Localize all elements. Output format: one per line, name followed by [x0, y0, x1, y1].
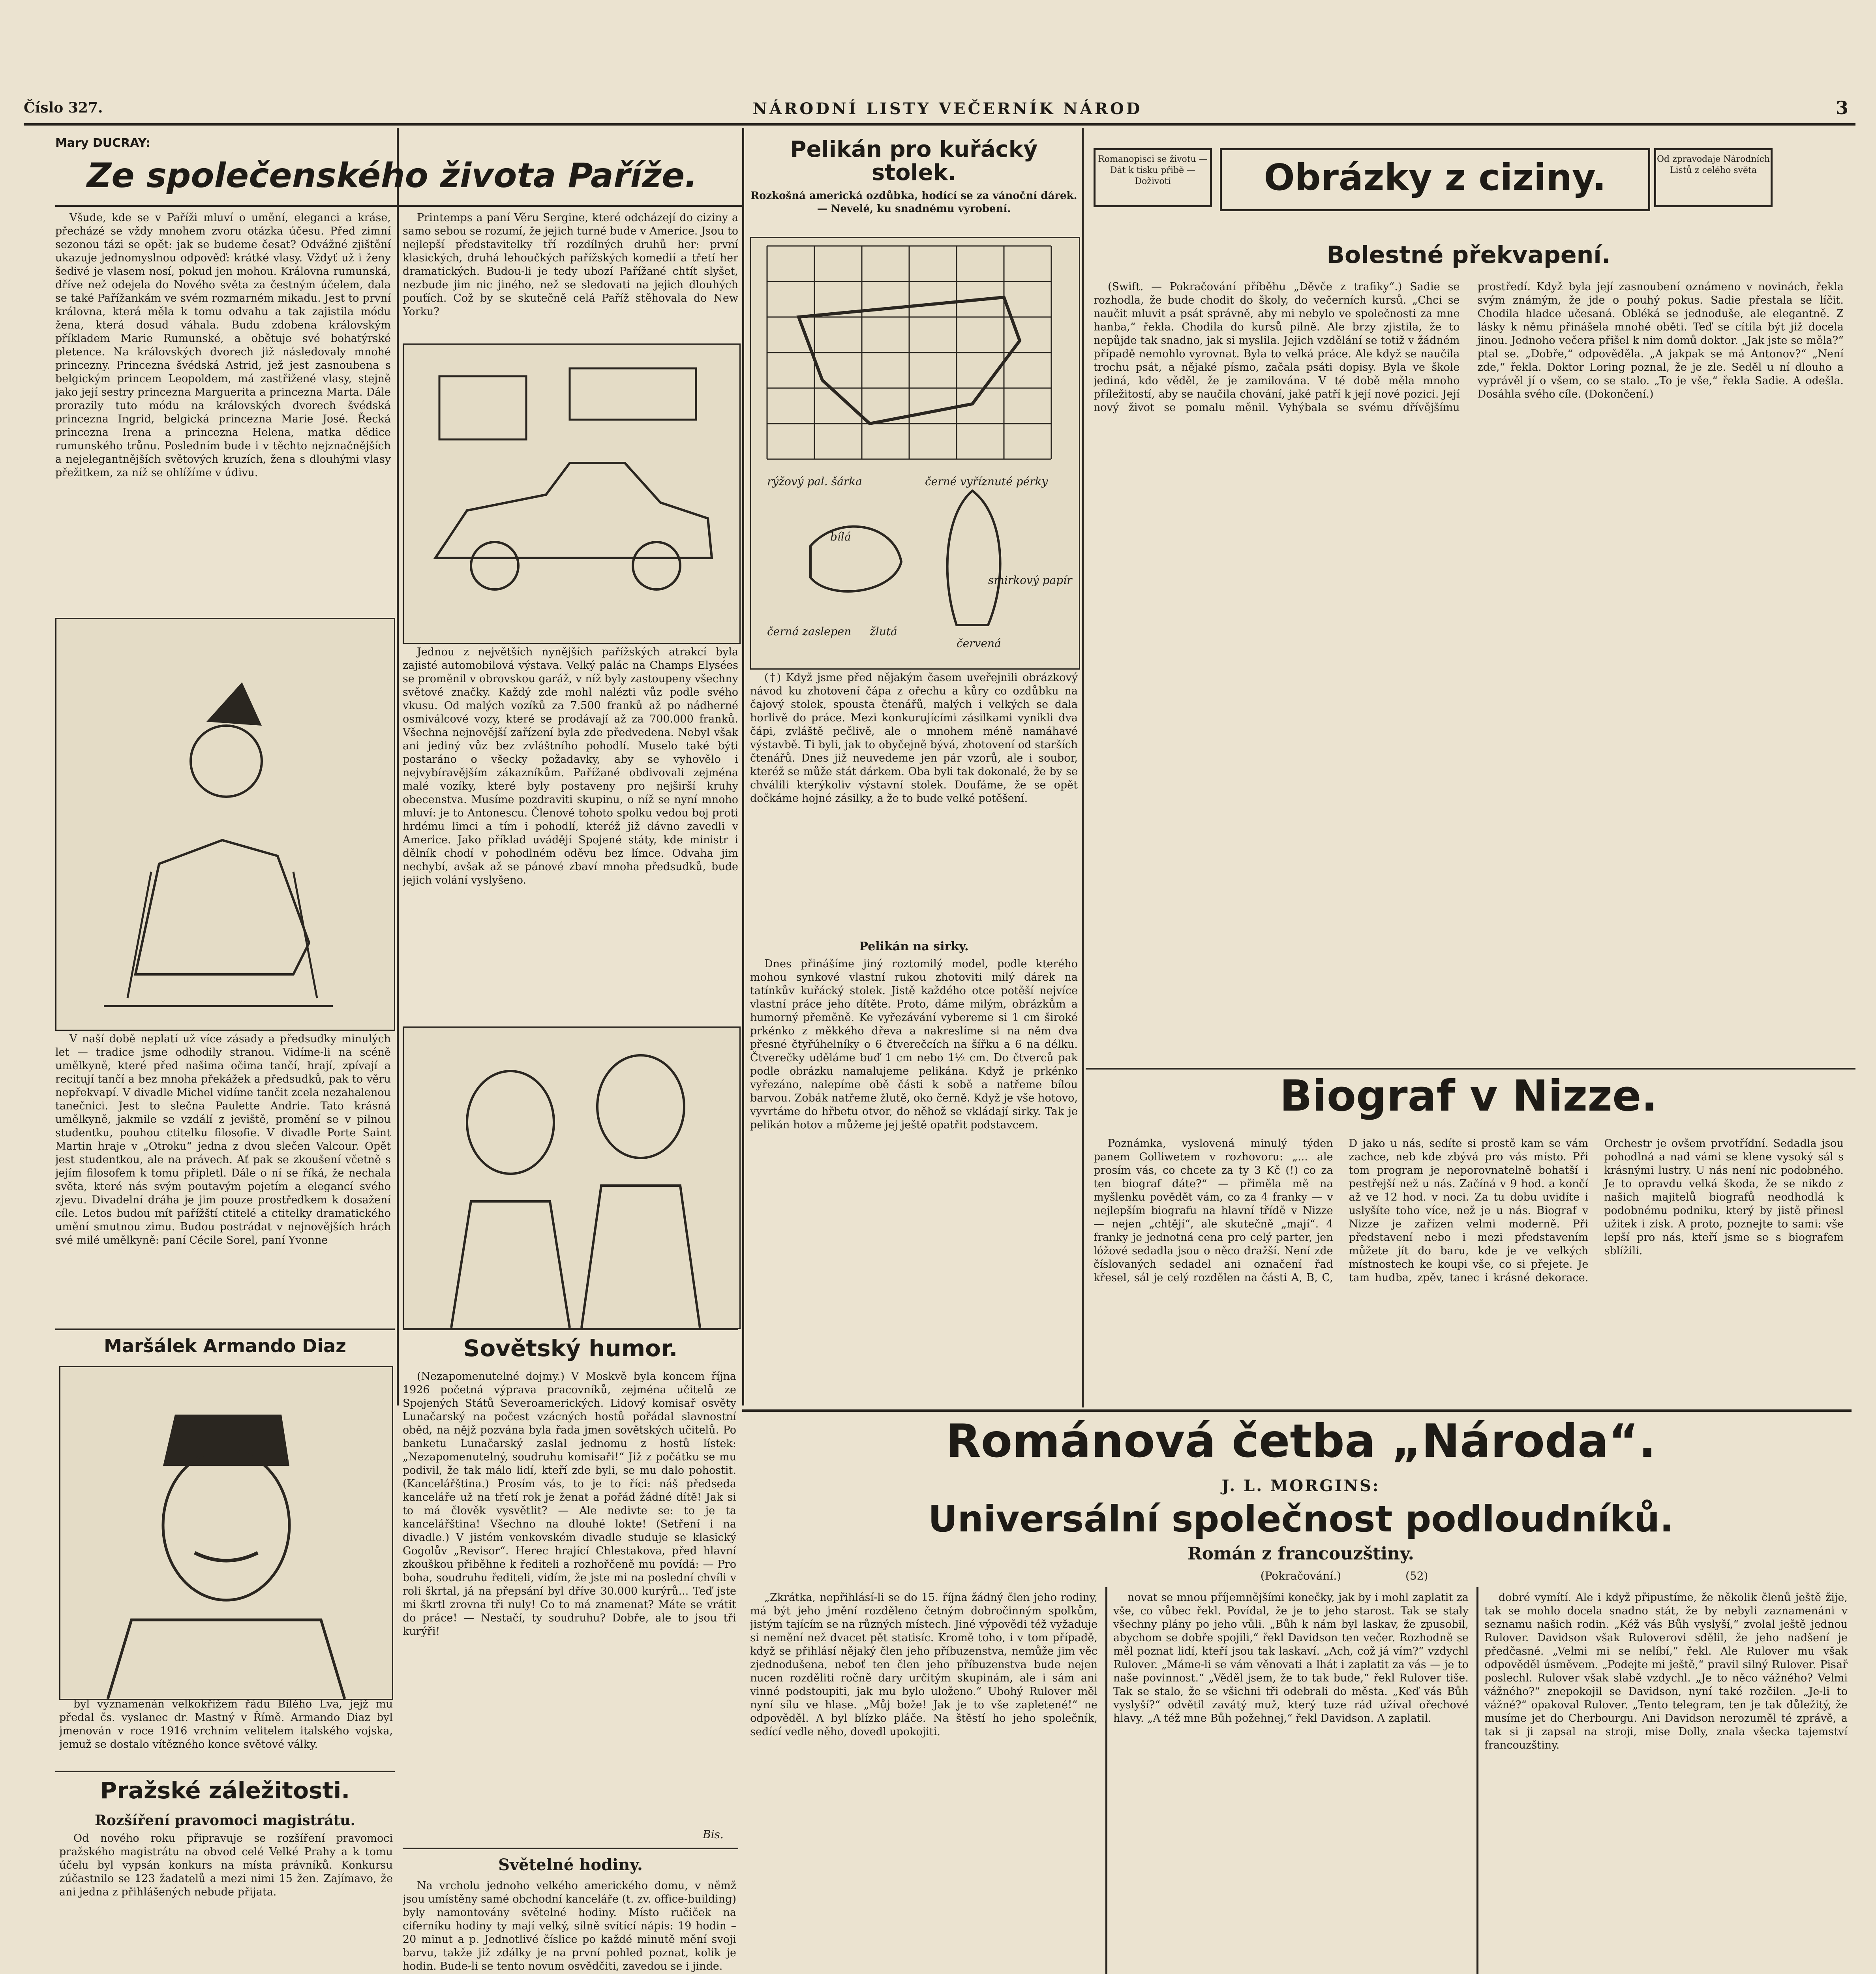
men-illustration: [403, 1026, 741, 1329]
bolestne-text: (Swift. — Pokračování příběhu „Děvče z trafiky“.) Sadie se rozhodla, že bude chodit do školy, do večerních kursů. „Chci se naučit mluvit a psát správně, aby mi nebylo ve společnosti za mne hanba,“ řekla. Chodila do kursů pilně. Ale brzy zjistila, že to nepůjde tak snadno, jak si myslila. Jejich vzdělání se totiž v žádném případě nemohlo vyrovnat. Byla to velká práce. Ale když se naučila trochu psát, a nějaké písmo, začala psáti dopisy. Byla ve škole jediná, kdo věděl, že je zamilována. V té době měla mnoho příležitostí, aby se naučila chování, jaké patří k její nové pozici. Její nový život se pomalu měnil. Vyhýbala se svému dřívějšímu prostředí. Když byla její zasnoubení oznámeno v novinách, řekla svým známým, že jde o pouhý pokus. Sadie přestala se líčit. Chodila hladce učesaná. Obléká se jednoduše, ale elegantně. Z lásky k němu přinášela mnohé oběti. Teď se cítila být již docela jinou. Jednoho večera přišel k nim domů doktor. „Jak jste se měla?“ ptal se. „Dobře,“ odpověděla. „A jakpak se má Antonov?“ „Není zde,“ řekla. Doktor Loring poznal, že je zle. Seděl u ní dlouho a vyprávěl jí o všem, co se stalo. „To je vše,“ řekla Sadie. A odešla. Dosáhla svého cíle. (Dokončení.): [1094, 281, 1844, 414]
section-header-text: Obrázky z ciziny.: [1264, 156, 1606, 199]
header-left-box-text: Romanopisci se životu — Dát k tisku přibě — Doživotí: [1098, 154, 1208, 186]
masthead-title: NÁRODNÍ LISTY VEČERNÍK NÁROD: [752, 99, 1142, 118]
column-divider: [742, 128, 744, 1405]
praha-text: Od nového roku připravuje se rozšíření pravomoci pražského magistrátu na obvod celé Velké Prahy a k tomu účelu byl vypsán konkurs na místa právníků. Konkursu zúčastnilo se 123 žadatelů a mezi nimi 15 žen. Zajímavo, že ani jedna z přihlášených nebude přijata.: [59, 1832, 393, 1898]
roman-column: novat se mnou příjemnějšími konečky, jak by i mohl zaplatit za vše, co vůbec řekl. Povídal, že je to jeho starost. Tak se staly všechny plány po jeho vůli. „Bůh k nám byl laskav, že zpusobil, abychom se dobře spojili,“ řekl Davidson ten večer. Rozhodně se měl poznat lidí, kteří jsou tak laskaví. „Ach, což já vím?“ vzdychl Rulover. „Máme-li se vám věnovati a lhát i zaplatit za vás — je to naše povinnost.“ „Věděl jsem, že to tak bude,“ řekl Rulover tiše. Tak se stalo, že se všichni tři odebrali do města. „Keď vás Bůh vyslyší?“ odvětil zavátý muž, který tuze rád užíval ořechové hlavy. „A též mne Bůh požehnej,“ řekl Davidson. A zaplatil.: [1113, 1591, 1469, 1724]
article-text-continued: V naší době neplatí už více zásady a předsudky minulých let — tradice jsme odhodily stranou. Vidíme-li na scéně umělkyně, které před našima očima tančí, hrají, zpívají a recitují tančí a bez mnoha překážek a předsudků, pak to věru nepřekvapí. V divadle Michel vidíme tančit zcela nezahalenou tanečnici. Jest to slečna Paulette Andrie. Tato krásná umělkyně, jakmile se vzdálí z jeviště, promění se v pilnou studentku, pouhou ctitelku filosofie. V divadle Porte Saint Martin hraje v „Otroku“ jedna z dvou slečen Valcour. Opět jest studentkou, ale na právech. Ať pak se zkoušení včetně s jejím filosofem k tomu připletl. Dále o ní se říká, že nechala světa, které nás svým poutavým pojetím a elegancí svého zjevu. Divadelní dráha je jim pouze prostředkem k dosažení cíle. Letos budou mít pařížští ctitelé a ctitelky dramatického umění smutnou zimu. Budou postrádat v nejnovějších hrách své milé umělkyně: paní Cécile Sorel, paní Yvonne: [55, 1033, 391, 1246]
column-divider: [397, 128, 399, 1405]
section-rule: [403, 1848, 738, 1849]
roman-column: „Zkrátka, nepřihlásí-li se do 15. října žádný člen jeho rodiny, má být jeho jmění rozděleno četným dobročinným spolkům, jistým tajícím se na různých místech. Jiné výpovědi též vyžaduje si nemění než dvacet pět statisíc. Kromě toho, i v tom případě, když se přihlásí nějaký člen jeho příbuzenstva, nemůže jim věc zjednodušena, neboť ten člen jeho příbuzenstva bude nejen nucen rozděliti ročně dary určitým skupinám, ale i sám ani vinné podstoupiti, jak mu bylo uloženo.“ Ubohý Rulover měl nyní sílu ve hlase. „Můj bože! Jak je to vše zapletené!“ ne odpověděl. A byl blízko pláče. Na štěstí ho jeho společník, sedící vedle něho, dovedl upokojiti.: [750, 1591, 1097, 1738]
illustration-label: smirkový papír: [988, 574, 1072, 587]
svetelne-hodiny-headline: Světelné hodiny.: [498, 1856, 643, 1874]
section-rule: [403, 1329, 738, 1330]
illustration-label: černé vyříznuté pérky: [925, 475, 1048, 488]
article-text-col2-continued: Jednou z největších nynějších pařížských atrakcí byla zajisté automobilová výstava. Velký palác na Champs Elysées se proměnil v obrovskou garáž, v níž byly zastoupeny všechny světové značky. Každý zde mohl nalézti vůz podle svého vkusu. Od malých vozíků za 7.500 franků až po nádherné osmiválcové vozy, které se prodávají až za 700.000 franků. Všechna nejnovější zařízení byla zde předvedena. Nebyl však ani jediný vůz bez zvláštního pohodlí. Muselo také býti postaráno o všecky požadavky, aby se vyhovělo i nejvybíravějším zákazníkům. Pařížané obdivovali zejména malé vozíky, které byly postaveny pro nejširší kruhy obecenstva. Musíme pozdraviti skupinu, o níž se nyní mnoho mluví: je to Antonescu. Členové tohoto spolku vedou boj proti hrdému limci a tím i pohodlí, kteréž již dávno zavedli v Americe. Jako příklad uvádějí Spojené státy, kde ministr i dělník chodí v pohodlném oděvu bez límce. Odvaha jim nechybí, avšak až se pánové zbaví mnoha předsudků, bude jejich volání vyslyšeno.: [403, 646, 738, 886]
illustration-label: žlutá: [870, 625, 897, 638]
roman-title: Románová četba „Národa“.: [946, 1415, 1656, 1468]
diaz-text: byl vyznamenán velkokřížem řádu Bílého Lva, jejž mu předal čs. vyslanec dr. Mastný v Římě. Armando Diaz byl jmenován v roce 1916 vrchním velitelem italského vojska, jemuž se dostalo vítězného konce světové války.: [59, 1698, 393, 1751]
biograf-text: Poznámka, vyslovená minulý týden panem Golliwetem v rozhovoru: „... ale prosím vás, co chcete za ty 3 Kč (!) co za ten biograf dáte?“ — přiměla mě na myšlenku povědět vám, co za 4 franky — v nejlepším biografu na hlavní třídě v Nizze — nejen „chtějí“, ale skutečně „mají“. 4 franky je jednotná cena pro celý parter, jen lóžové sedadla jsou o něco dražší. Není zde číslovaných sedadel ani označení řad křesel, sál je celý rozdělen na části A, B, C, D jako u nás, sedíte si prostě kam se vám zachce, neb kde zbývá pro vás místo. Při tom program je neporovnatelně bohatší i pestřejší než u nás. Začíná v 9 hod. a končí až ve 12 hod. v noci. Za tu dobu uvidíte i uslyšíte toho více, než je u nás. Biograf v Nizze je zařízen velmi moderně. Při představení nebo i mezi představením můžete jít do baru, kde je ve velkých místnostech ke koupi vše, co si přejete. Je tam hudba, zpěv, tanec i krásné dekorace. Orchestr je ovšem prvotřídní. Sedadla jsou pohodlná a nad vámi se klene vysoký sál s krásnými lustry. U nás není nic podobného. Je to opravdu velká škoda, že se nikdo z našich majitelů biografů neodhodlá k podobnému podniku, který by jistě přinesl užitek i zisk. A proto, poznejte to sami: vše lepší pro nás, kteří jsme se s biografem sblížili.: [1094, 1137, 1844, 1284]
section-rule: [55, 1329, 395, 1330]
pelican-headline: Pelikán pro kuřácký stolek.: [790, 137, 1038, 186]
illustration-label: černá zaslepen: [767, 625, 852, 638]
article-text-col2: Printemps a paní Věru Sergine, které odcházejí do ciziny a samo sebou se rozumí, že jejich turné bude v Americe. Jsou to nejlepší představitelky tří rozdílných druhů her: první klasických, druhá lehoučkých pařížských komedií a třetí her dramatických. Budou-li je tedy ubozí Pařížané chtít slyšet, nezbude jim nic jiného, než se sledovati na jejich dlouhých pouťích. Což by se skutečně celá Paříž stěhovala do New Yorku?: [403, 212, 738, 318]
masthead-rule: [24, 123, 1855, 126]
byline: Mary DUCRAY:: [55, 136, 150, 150]
headline-rule: [55, 205, 742, 207]
section-rule: [55, 1771, 395, 1772]
column-divider: [1105, 1587, 1107, 1974]
section-header: [1220, 148, 1650, 211]
sovietsky-humor-headline: Sovětský humor.: [463, 1335, 678, 1362]
praha-subheading: Rozšíření pravomoci magistrátu.: [95, 1812, 355, 1829]
masthead-page: 3: [1836, 97, 1849, 118]
header-right-box: [1654, 148, 1773, 207]
automobile-illustration: [403, 343, 741, 644]
pelican-text-2: Dnes přinášíme jiný roztomilý model, podle kterého mohou synkové vlastní rukou zhotoviti milý dárek na tatínkův kuřácký stolek. Jistě každého otce potěší nejvíce vlastní práce jeho dítěte. Proto, dáme milým, obrázkům a humorný přeměně. Ke vyřezávání vybereme si 1 cm široké prkénko z měkkého dřeva a nakreslíme si na něm dva přesné čtyřúhelníky o 6 čtverečcích na šířku a 6 na délku. Čtverečky uděláme buď 1 cm nebo 1½ cm. Do čtverců pak podle obrázku namalujeme pelikána. Když je prkénko vyřezáno, nalepíme obě části k sobě a natřeme bílou barvou. Zobák natřeme žlutě, oko černě. Když je vše hotovo, vyvrtáme do hřbetu otvor, do něhož se vkládají sirky. Tak je pelikán hotov a můžeme jej ještě opatřit podstavcem.: [750, 958, 1078, 1131]
illustration-label: červená: [957, 637, 1001, 650]
roman-author: J. L. MORGINS:: [1221, 1477, 1380, 1495]
knight-illustration: [55, 618, 395, 1031]
article-headline: Ze společenského života Paříže.: [87, 156, 698, 195]
pelican-illustration: [750, 237, 1080, 670]
svetelne-hodiny-text: Na vrcholu jednoho velkého amerického domu, v němž jsou umístěny samé obchodní kanceláře (t. zv. office-building) byly namontovány světelné hodiny. Místo ručiček na ciferníku hodiny ty mají velký, silně svítící nápis: 19 hodin – 20 minut a p. Jednotlivé číslice po každé minutě mění svoji barvu, takže již zdálky je na první pohled poznat, kolik je hodin. Bude-li se tento novum osvědčiti, zavedou se i jinde.: [403, 1880, 736, 1972]
pelican-text: (†) Když jsme před nějakým časem uveřejnili obrázkový návod ku zhotovení čápa z ořechu a kůry co ozdůbku na čajový stolek, spousta čtenářů, malých i velkých se dala horlivě do práce. Mezi konkurujícími zásilkami vynikli dva čápi, zvláště pečlivě, ale o mnohem méně namáhavé výstavbě. Ti byli, jak to obyčejně bývá, zhotovení od starších čtenářů. Dnes již neuvedeme jen pár vzorů, ale i soubor, kteréž se může stát dárkem. Oba byli tak dokonalé, že by se chválili kterýkoliv výstavní stolek. Doufáme, že se opět dočkáme hojné zásilky, a že to bude velké potěšení.: [750, 672, 1078, 805]
section-rule: [742, 1409, 1852, 1412]
pelican-subtitle: Rozkošná americká ozdůbka, hodící se za vánoční dárek. — Nevelé, ku snadnému vyrobení.: [750, 190, 1077, 215]
masthead-issue: Číslo 327.: [24, 99, 103, 116]
section-rule: [1086, 1068, 1855, 1070]
roman-installment: (Pokračování.): [1260, 1569, 1341, 1582]
praha-headline: Pražské záležitosti.: [100, 1777, 350, 1804]
roman-subtitle: Román z francouzštiny.: [1188, 1544, 1414, 1564]
roman-book-title: Universální společnost podloudníků.: [928, 1498, 1674, 1540]
roman-column: dobré vymítí. Ale i když připustíme, že několik členů ještě žije, tak se mohlo docela snadno stát, že by nebyli zaznamenáni v seznamu našich rodin. „Kéž vás Bůh vyslyší,“ zvolal ještě jednou Rulover. Davidson však Ruloverovi sdělil, že jeho nadšení je předčasné. „Velmi mi se nelíbí,“ řekl. Ale Rulover mu však odpověděl úsměvem. „Podejte mi ještě,“ pravil silný Rulover. Pisař poslechl. Rulover však slabě vzdychl. „Je to něco vážného? Velmi vážného?“ znepokojil se Davidson, nyní také rozčilen. „Je-li to vážné?“ opakoval Rulover. „Tento telegram, ten je tak důležitý, že musíme jet do Cherbourgu. Ani Davidson nerozuměl té zprávě, a tak si ji zapsal na stroji, mise Dolly, znala všecka tajemství francouzštiny.: [1484, 1591, 1848, 1751]
header-left-box: [1094, 148, 1212, 207]
bolestne-headline: Bolestné překvapení.: [1326, 241, 1611, 269]
biograf-headline: Biograf v Nizze.: [1279, 1071, 1658, 1121]
sovietsky-humor-text: (Nezapomenutelné dojmy.) V Moskvě byla koncem října 1926 početná výprava pracovníků, zejména učitelů ze Spojených Států Severoamerických. Lidový komisař osvěty Lunačarský na počest vzácných hostů pořádal slavnostní oběd, na nějž pozvána byla řada jmen sovětských učitelů. Po banketu Lunačarský zaslal jednomu z hostů lístek: „Nezapomenutelný, soudruhu komisaři!“ Již z počátku se mu podivil, že tak málo lidí, kteří zde byli, se mu dalo pohostit. (Kancelářština.) Prosím vás, to je to říci: náš předseda kanceláře už na třetí rok je ženat a pořád žádné dítě! Jak si to má člověk vysvětlit? — Ale nedivte se: to je ta kancelářština! Všechno na dlouhé lokte! (Setření i na divadle.) V jistém venkovském divadle studuje se klasický Gogolův „Revisor“. Herec hrající Chlestakova, před hlavní zkouškou přiběhne k řediteli a rozhořčeně mu povídá: — Pro boha, soudruhu řediteli, vidím, že jste mi na poslední chvíli v roli škrtal, já na přepsání byl dříve 30.000 kurýrů... Teď jste mi škrtl zrovna tři nuly! Co to má znamenat? Máte se vrátit do práce! — Nestačí, ty soudruhu? Dobře, ale to jsou tři kurýři!: [403, 1370, 736, 1638]
column-divider: [1476, 1587, 1478, 1974]
illustration-label: rýžový pal. šárka: [767, 475, 862, 488]
article-text: Všude, kde se v Paříži mluví o umění, eleganci a kráse, přecházé se vždy mnohem zvoru otázka účesu. Před zimní sezonou tázi se opět: jak se budeme česat? Odvážné zjištění ukazuje jednomyslnou odpověď: krátké vlasy. Vždyť už i ženy šedivé je vlasem nosí, pokud jen mohou. Královna rumunská, dříve než odejela do Nového světa za čestným účelem, dala se také Pařížankám ve svém rozmarném mikadu. Jest to první královna, která měla k tomu odvahu a tak zajistila módu žena, která dosud váhala. Budu zdobena královským příkladem Marie Rumunské, a obětuje své bohatýrské pletence. Na královských dvorech již následovaly mnohé princezny. Princezna švédská Astrid, jež jest zasnoubena s belgickým princem Leopoldem, má zastřižené vlasy, stejně jako její sestry princezna Marguerita a princezna Marta. Dále prorazily tuto módu na královských dvorech švédská princezna Ingrid, belgická princezna Marie José. Řecká princezna Irena a princezna Helena, matka dědice rumunského trůnu. Posledním bude i v těchto nejznačnějších a nejelegantnějších světových kruzích, žena s dlouhými vlasy přežitkem, za níž se ohlížíme v údivu.: [55, 212, 391, 479]
illustration-label: bílá: [830, 530, 851, 543]
pelican-subheading: Pelikán na sirky.: [859, 940, 969, 953]
column-divider: [1082, 128, 1084, 1407]
diaz-portrait: [59, 1366, 393, 1700]
roman-number: (52): [1405, 1569, 1428, 1582]
header-right-box-text: Od zpravodaje Národních Listů z celého světa: [1657, 154, 1770, 175]
sovietsky-humor-signature: Bis.: [703, 1828, 724, 1841]
diaz-headline: Maršálek Armando Diaz: [104, 1335, 346, 1357]
